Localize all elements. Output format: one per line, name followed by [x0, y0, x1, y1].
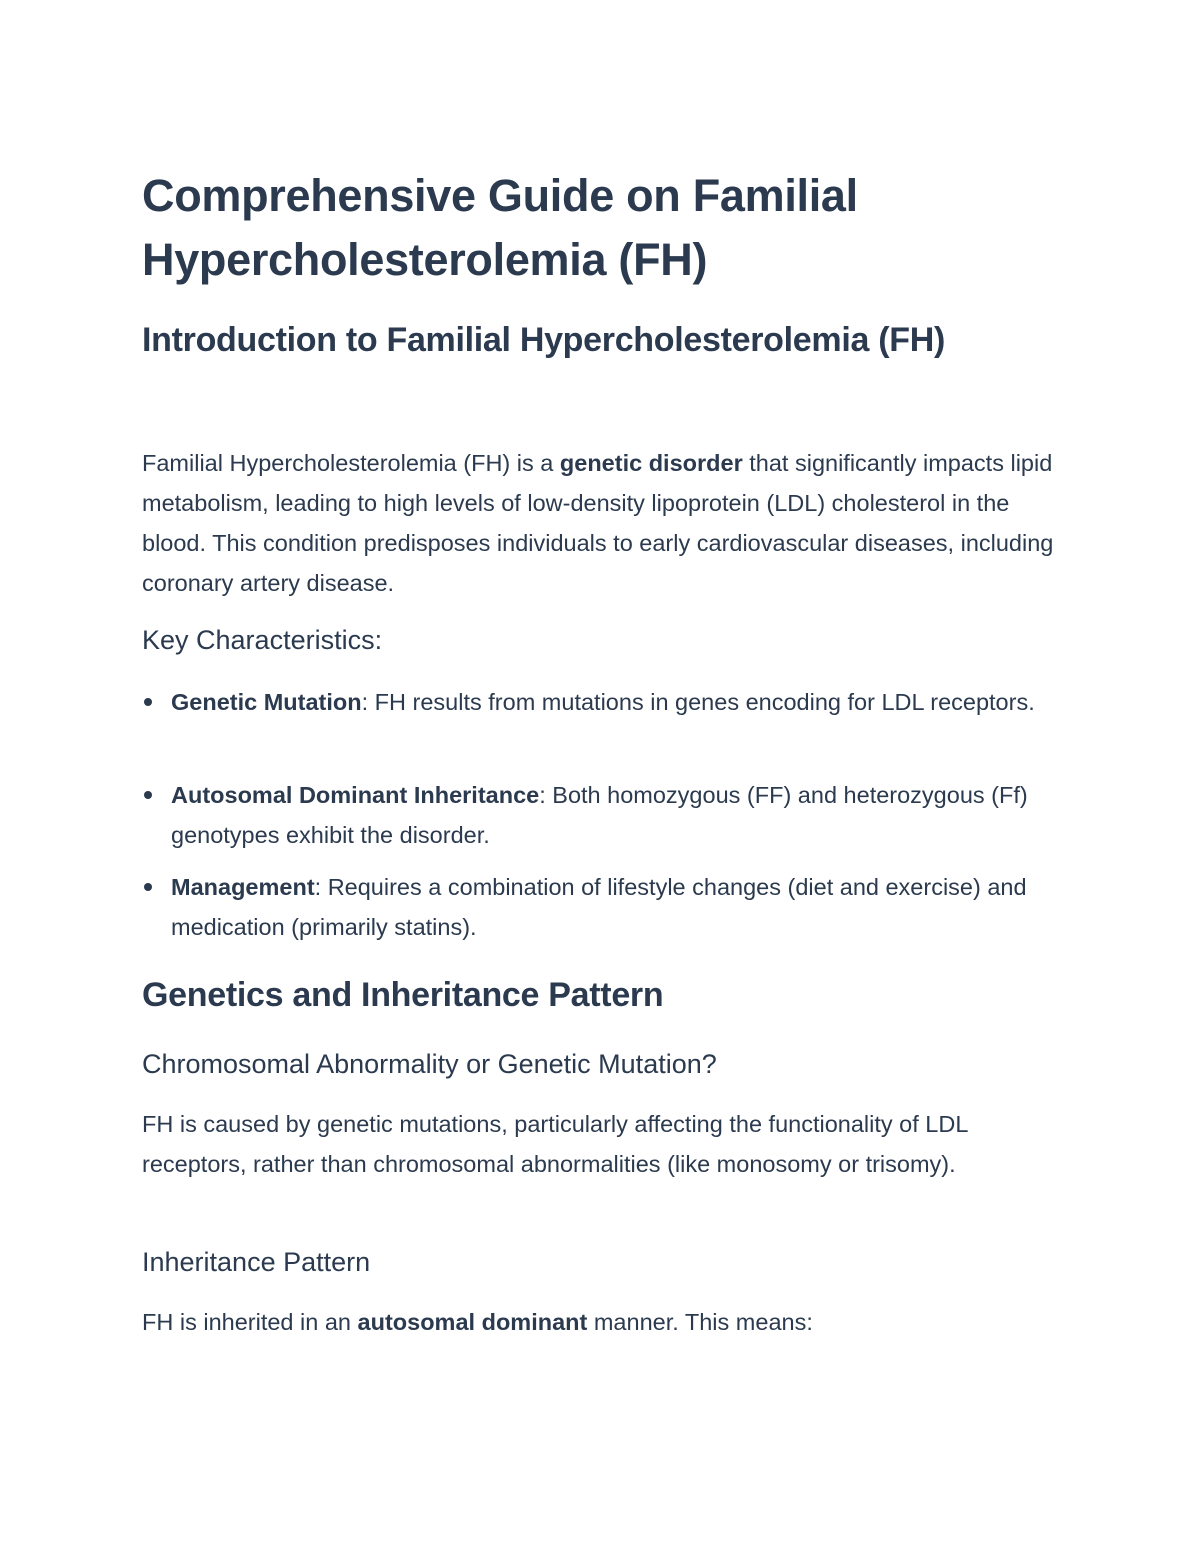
list-item-body: : Requires a combination of lifestyle changes (diet and exercise) and medication (primarily statins).	[171, 874, 1027, 940]
list-item-label: Autosomal Dominant Inheritance	[171, 782, 540, 808]
list-item	[142, 682, 1062, 722]
list-item-text	[171, 682, 1062, 722]
key-characteristics-heading: Key Characteristics:	[142, 625, 383, 655]
intro-text-end: that significantly impacts lipid metabolism, leading to high levels of low-density lipoprotein (LDL) cholesterol in the blood. This condition predisposes individuals to early cardiovascular diseases, including coronary artery disease.	[142, 450, 1054, 596]
bullet-icon	[144, 883, 152, 891]
page-title: Comprehensive Guide on Familial Hypercholesterolemia (FH)	[142, 170, 858, 285]
genetics-heading: Genetics and Inheritance Pattern	[142, 976, 664, 1014]
intro-text-start: Familial Hypercholesterolemia (FH) is a	[142, 450, 560, 476]
list-item-body: : Both homozygous (FF) and heterozygous (Ff) genotypes exhibit the disorder.	[171, 782, 1028, 848]
inheritance-text-start: FH is inherited in an	[142, 1309, 358, 1335]
intro-text-bold: genetic disorder	[559, 450, 743, 476]
intro-heading: Introduction to Familial Hypercholesterolemia (FH)	[142, 321, 945, 359]
bullet-icon	[144, 791, 152, 799]
list-item-body: : FH results from mutations in genes encoding for LDL receptors.	[361, 689, 1035, 715]
list-item-label: Management	[171, 874, 315, 900]
intro-paragraph	[142, 443, 1062, 603]
list-item	[142, 867, 1062, 947]
inheritance-paragraph	[142, 1302, 1062, 1342]
chromosomal-paragraph: FH is caused by genetic mutations, particularly affecting the functionality of LDL receptors, rather than chromosomal abnormalities (like monosomy or trisomy).	[142, 1111, 968, 1177]
chromosomal-heading: Chromosomal Abnormality or Genetic Mutation?	[142, 1049, 717, 1079]
inheritance-text-bold: autosomal dominant	[357, 1309, 588, 1335]
list-item-text	[171, 775, 1062, 855]
list-item	[142, 775, 1062, 855]
list-item-label: Genetic Mutation	[171, 689, 362, 715]
bullet-icon	[144, 698, 152, 706]
list-item-text	[171, 867, 1062, 947]
inheritance-text-end: manner. This means:	[587, 1309, 813, 1335]
inheritance-heading: Inheritance Pattern	[142, 1247, 371, 1277]
